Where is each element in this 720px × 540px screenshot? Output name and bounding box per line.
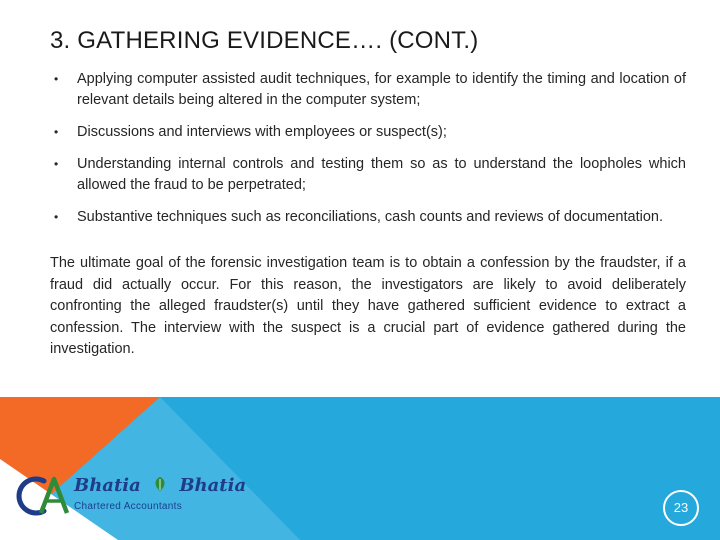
bullet-dot: • [54, 125, 59, 139]
page-number-badge: 23 [663, 490, 699, 526]
logo-wordmark [74, 475, 246, 496]
bullet-item [50, 122, 686, 143]
bullet-text: Understanding internal controls and testing them so as to understand the loopholes which allowed the fraud to be perpetrated; [77, 156, 686, 193]
ampersand-leaf-icon [151, 476, 169, 492]
bullet-text: Substantive techniques such as reconciliations, cash counts and reviews of documentation. [77, 209, 663, 225]
bullet-list [50, 69, 686, 239]
bullet-text: Discussions and interviews with employees or suspect(s); [77, 124, 447, 140]
ca-logo-icon [14, 473, 72, 519]
logo-name-right: Bhatia [179, 475, 247, 496]
slide-title: 3. GATHERING EVIDENCE…. (CONT.) [50, 27, 479, 54]
company-logo [14, 473, 254, 519]
bullet-item [50, 154, 686, 196]
bullet-dot: • [54, 210, 59, 224]
bullet-text: Applying computer assisted audit techniques, for example to identify the timing and location of relevant details being altered in the computer system; [77, 71, 686, 108]
bullet-item [50, 207, 686, 228]
bullet-item [50, 69, 686, 111]
body-paragraph: The ultimate goal of the forensic investigation team is to obtain a confession by the fraudster, if a fraud did actually occur. For this reason, the investigators are likely to avoid deliberately confronting the alleged fraudster(s) until they have gathered sufficient evidence to extract a confession. The interview with the suspect is a crucial part of evidence gathered during the investigation. [50, 255, 686, 357]
logo-name-left: Bhatia [74, 475, 141, 496]
bullet-dot: • [54, 157, 59, 171]
bullet-dot: • [54, 72, 59, 86]
logo-tagline: Chartered Accountants [74, 501, 183, 512]
